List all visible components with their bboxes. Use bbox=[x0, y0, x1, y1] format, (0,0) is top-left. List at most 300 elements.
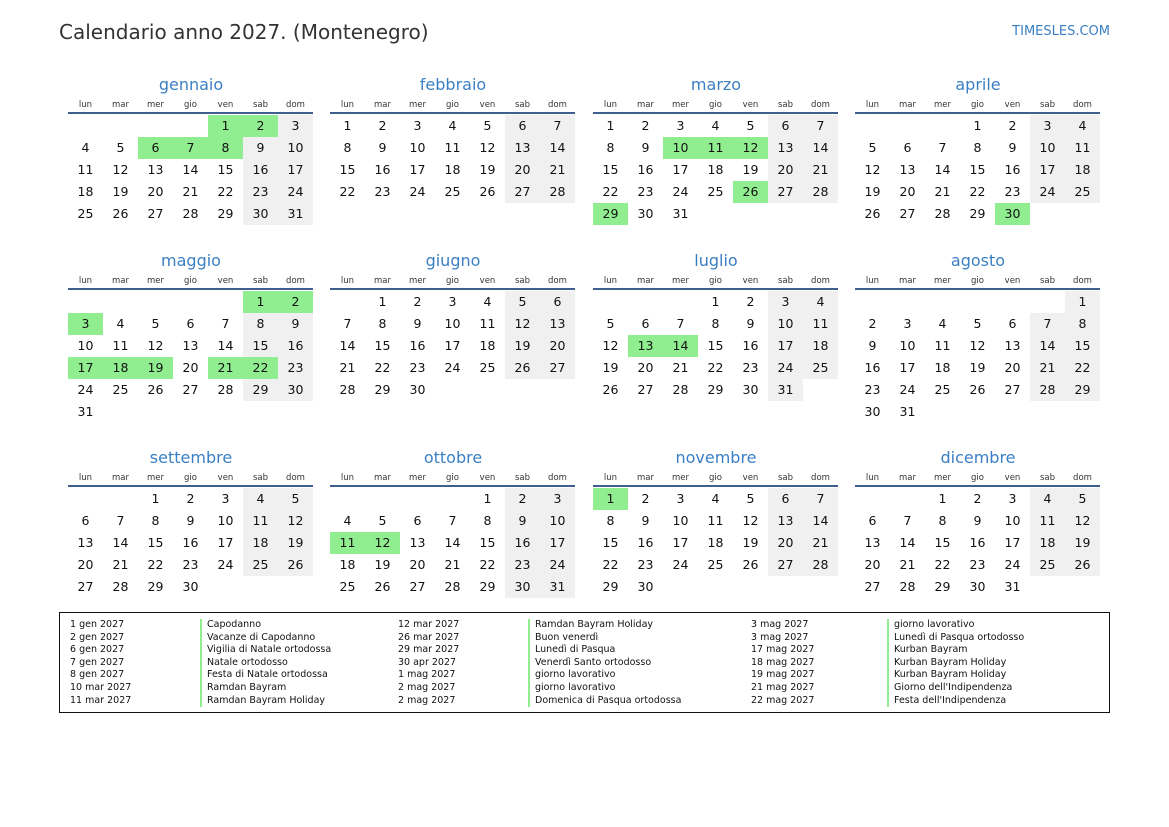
day-cell: 1 bbox=[938, 491, 947, 506]
day-cell: 10 bbox=[409, 140, 426, 155]
day-cell: 12 bbox=[1065, 510, 1100, 532]
day-cell: 28 bbox=[182, 206, 199, 221]
weekday-label: lun bbox=[78, 473, 93, 483]
day-cell: 8 bbox=[151, 513, 160, 528]
holiday-day-cell: 26 bbox=[733, 181, 768, 203]
day-cell: 20 bbox=[864, 557, 881, 572]
day-cell: 22 bbox=[602, 557, 619, 572]
legend-date: 26 mar 2027 bbox=[398, 631, 460, 643]
blank-cell bbox=[628, 291, 663, 313]
month-name: gennaio bbox=[158, 75, 224, 94]
day-cell: 12 bbox=[602, 338, 619, 353]
day-cell: 24 bbox=[1030, 181, 1065, 203]
day-cell: 14 bbox=[899, 535, 916, 550]
day-cell: 17 bbox=[768, 335, 803, 357]
weekday-label: lun bbox=[865, 473, 880, 483]
day-cell: 13 bbox=[1004, 338, 1021, 353]
legend-names-right bbox=[887, 619, 1024, 707]
day-cell: 27 bbox=[77, 579, 94, 594]
day-cell: 14 bbox=[803, 137, 838, 159]
day-cell: 13 bbox=[899, 162, 916, 177]
weekday-label: sab bbox=[252, 100, 269, 110]
day-grid bbox=[593, 291, 839, 401]
weekday-label: dom bbox=[548, 276, 567, 286]
day-cell: 28 bbox=[1030, 379, 1065, 401]
day-cell: 21 bbox=[934, 184, 951, 199]
day-cell: 12 bbox=[479, 140, 496, 155]
day-cell: 23 bbox=[182, 557, 199, 572]
day-cell: 29 bbox=[217, 206, 234, 221]
day-cell: 23 bbox=[409, 360, 426, 375]
day-grid bbox=[330, 115, 576, 203]
month-gennaio bbox=[68, 75, 314, 225]
day-cell: 7 bbox=[221, 316, 230, 331]
day-cell: 6 bbox=[413, 513, 422, 528]
day-cell: 26 bbox=[1065, 554, 1100, 576]
blank-cell bbox=[330, 488, 365, 510]
weekday-label: mar bbox=[637, 276, 654, 286]
day-cell: 7 bbox=[116, 513, 125, 528]
weekday-label: mar bbox=[374, 276, 391, 286]
blank-cell bbox=[330, 291, 365, 313]
legend-holiday-name: giorno lavorativo bbox=[535, 681, 616, 693]
site-link[interactable]: TIMESLES.COM bbox=[1012, 24, 1110, 39]
month-novembre bbox=[593, 448, 839, 598]
day-cell: 16 bbox=[864, 360, 881, 375]
weekday-label: mer bbox=[671, 473, 689, 483]
day-cell: 3 bbox=[540, 488, 575, 510]
day-cell: 6 bbox=[641, 316, 650, 331]
weekday-label: mar bbox=[637, 100, 654, 110]
weekday-header bbox=[330, 469, 575, 487]
day-cell: 17 bbox=[217, 535, 234, 550]
day-cell: 1 bbox=[973, 118, 982, 133]
day-cell: 18 bbox=[77, 184, 94, 199]
day-cell: 10 bbox=[278, 137, 313, 159]
weekday-label: lun bbox=[603, 473, 618, 483]
day-cell: 5 bbox=[868, 140, 877, 155]
day-cell: 30 bbox=[742, 382, 759, 397]
blank-cell bbox=[435, 488, 470, 510]
day-cell: 3 bbox=[768, 291, 803, 313]
weekday-label: lun bbox=[603, 100, 618, 110]
holiday-day-cell: 11 bbox=[698, 137, 733, 159]
day-cell: 24 bbox=[672, 184, 689, 199]
holiday-day-cell: 17 bbox=[68, 357, 103, 379]
legend-date: 29 mar 2027 bbox=[398, 644, 460, 656]
legend-holiday-name: Vigilia di Natale ortodossa bbox=[207, 644, 332, 656]
month-febbraio bbox=[330, 75, 576, 203]
blank-cell bbox=[663, 291, 698, 313]
day-cell: 25 bbox=[243, 554, 278, 576]
month-name: ottobre bbox=[423, 448, 483, 467]
day-cell: 20 bbox=[637, 360, 654, 375]
day-cell: 12 bbox=[112, 162, 129, 177]
weekday-label: sab bbox=[514, 276, 531, 286]
weekday-label: gio bbox=[446, 276, 459, 286]
day-cell: 5 bbox=[746, 491, 755, 506]
day-cell: 5 bbox=[973, 316, 982, 331]
weekday-label: gio bbox=[709, 100, 722, 110]
day-cell: 25 bbox=[707, 184, 724, 199]
legend-date: 19 mag 2027 bbox=[751, 669, 815, 681]
day-cell: 17 bbox=[278, 159, 313, 181]
day-cell: 24 bbox=[540, 554, 575, 576]
month-name: agosto bbox=[950, 251, 1006, 270]
day-cell: 21 bbox=[803, 159, 838, 181]
day-cell: 24 bbox=[217, 557, 234, 572]
weekday-label: sab bbox=[1039, 473, 1056, 483]
weekday-label: gio bbox=[446, 473, 459, 483]
day-cell: 27 bbox=[409, 579, 426, 594]
day-cell: 12 bbox=[147, 338, 164, 353]
day-cell: 25 bbox=[77, 206, 94, 221]
day-cell: 2 bbox=[641, 491, 650, 506]
day-cell: 18 bbox=[707, 162, 724, 177]
legend-dates-left bbox=[70, 619, 131, 707]
day-cell: 9 bbox=[278, 313, 313, 335]
day-cell: 23 bbox=[374, 184, 391, 199]
day-cell: 2 bbox=[378, 118, 387, 133]
day-cell: 30 bbox=[278, 379, 313, 401]
weekday-label: sab bbox=[1039, 100, 1056, 110]
legend-holiday-name: Capodanno bbox=[207, 619, 262, 630]
day-cell: 24 bbox=[1004, 557, 1021, 572]
weekday-label: mar bbox=[374, 100, 391, 110]
weekday-label: lun bbox=[865, 276, 880, 286]
day-cell: 21 bbox=[182, 184, 199, 199]
day-cell: 20 bbox=[899, 184, 916, 199]
weekday-label: sab bbox=[252, 276, 269, 286]
day-cell: 21 bbox=[444, 557, 461, 572]
day-cell: 29 bbox=[934, 579, 951, 594]
holiday-day-cell: 12 bbox=[733, 137, 768, 159]
blank-cell bbox=[138, 291, 173, 313]
weekday-label: gio bbox=[184, 473, 197, 483]
day-cell: 15 bbox=[374, 338, 391, 353]
legend-holiday-name: giorno lavorativo bbox=[535, 669, 616, 681]
day-cell: 5 bbox=[746, 118, 755, 133]
day-cell: 5 bbox=[606, 316, 615, 331]
weekday-label: dom bbox=[548, 473, 567, 483]
blank-cell bbox=[1030, 291, 1065, 313]
day-cell: 21 bbox=[339, 360, 356, 375]
day-grid bbox=[68, 488, 314, 598]
day-cell: 2 bbox=[641, 118, 650, 133]
day-cell: 28 bbox=[112, 579, 129, 594]
legend-date: 10 mar 2027 bbox=[70, 681, 132, 693]
legend-date: 21 mag 2027 bbox=[751, 681, 815, 693]
day-cell: 10 bbox=[217, 513, 234, 528]
day-cell: 14 bbox=[803, 510, 838, 532]
day-cell: 31 bbox=[540, 576, 575, 598]
day-cell: 11 bbox=[77, 162, 94, 177]
weekday-label: ven bbox=[217, 276, 234, 286]
day-cell: 26 bbox=[602, 382, 619, 397]
weekday-label: mer bbox=[146, 473, 164, 483]
legend-holiday-name: Natale ortodosso bbox=[207, 656, 288, 668]
holiday-day-cell: 6 bbox=[138, 137, 173, 159]
day-cell: 5 bbox=[483, 118, 492, 133]
day-cell: 3 bbox=[676, 491, 685, 506]
day-cell: 13 bbox=[77, 535, 94, 550]
day-cell: 30 bbox=[243, 203, 278, 225]
day-cell: 24 bbox=[899, 382, 916, 397]
day-cell: 14 bbox=[112, 535, 129, 550]
day-cell: 24 bbox=[278, 181, 313, 203]
day-cell: 18 bbox=[444, 162, 461, 177]
day-cell: 11 bbox=[112, 338, 129, 353]
day-cell: 18 bbox=[339, 557, 356, 572]
day-cell: 7 bbox=[1030, 313, 1065, 335]
weekday-label: mar bbox=[899, 276, 916, 286]
legend-date: 8 gen 2027 bbox=[70, 669, 125, 681]
weekday-label: ven bbox=[479, 276, 496, 286]
day-cell: 15 bbox=[707, 338, 724, 353]
blank-cell bbox=[995, 291, 1030, 313]
day-cell: 23 bbox=[1004, 184, 1021, 199]
day-cell: 12 bbox=[742, 513, 759, 528]
month-name: novembre bbox=[675, 448, 757, 467]
day-cell: 15 bbox=[479, 535, 496, 550]
day-cell: 24 bbox=[77, 382, 94, 397]
weekday-label: dom bbox=[811, 473, 830, 483]
legend-date: 1 mag 2027 bbox=[398, 669, 456, 681]
day-cell: 12 bbox=[969, 338, 986, 353]
day-cell: 18 bbox=[479, 338, 496, 353]
day-cell: 27 bbox=[637, 382, 654, 397]
day-cell: 12 bbox=[864, 162, 881, 177]
weekday-label: mar bbox=[112, 100, 129, 110]
month-dicembre bbox=[855, 448, 1101, 598]
weekday-label: gio bbox=[971, 473, 984, 483]
day-cell: 20 bbox=[768, 159, 803, 181]
day-cell: 29 bbox=[479, 579, 496, 594]
day-cell: 30 bbox=[637, 206, 654, 221]
legend-date: 2 mag 2027 bbox=[398, 694, 456, 706]
day-cell: 23 bbox=[742, 360, 759, 375]
day-cell: 9 bbox=[973, 513, 982, 528]
day-cell: 7 bbox=[903, 513, 912, 528]
day-cell: 26 bbox=[479, 184, 496, 199]
day-cell: 19 bbox=[742, 535, 759, 550]
day-cell: 2 bbox=[973, 491, 982, 506]
day-cell: 20 bbox=[768, 532, 803, 554]
day-cell: 27 bbox=[768, 181, 803, 203]
day-cell: 14 bbox=[217, 338, 234, 353]
weekday-label: ven bbox=[1004, 276, 1021, 286]
day-cell: 15 bbox=[602, 535, 619, 550]
legend-date: 30 apr 2027 bbox=[398, 656, 457, 668]
weekday-label: dom bbox=[811, 276, 830, 286]
weekday-label: sab bbox=[777, 473, 794, 483]
weekday-header bbox=[855, 96, 1100, 114]
day-cell: 10 bbox=[77, 338, 94, 353]
day-cell: 15 bbox=[934, 535, 951, 550]
blank-cell bbox=[68, 488, 103, 510]
day-cell: 1 bbox=[151, 491, 160, 506]
day-cell: 13 bbox=[182, 338, 199, 353]
day-cell: 18 bbox=[934, 360, 951, 375]
day-cell: 22 bbox=[969, 184, 986, 199]
day-cell: 29 bbox=[243, 379, 278, 401]
blank-cell bbox=[173, 115, 208, 137]
day-cell: 17 bbox=[899, 360, 916, 375]
day-cell: 19 bbox=[505, 335, 540, 357]
day-cell: 21 bbox=[1030, 357, 1065, 379]
day-cell: 5 bbox=[505, 291, 540, 313]
day-cell: 26 bbox=[505, 357, 540, 379]
day-cell: 17 bbox=[540, 532, 575, 554]
day-cell: 31 bbox=[278, 203, 313, 225]
day-cell: 17 bbox=[1004, 535, 1021, 550]
day-cell: 1 bbox=[711, 294, 720, 309]
day-cell: 26 bbox=[969, 382, 986, 397]
day-cell: 15 bbox=[969, 162, 986, 177]
day-cell: 21 bbox=[540, 159, 575, 181]
legend-holiday-name: Kurban Bayram Holiday bbox=[894, 669, 1007, 681]
day-cell: 12 bbox=[505, 313, 540, 335]
weekday-label: mer bbox=[933, 100, 951, 110]
weekday-header bbox=[593, 96, 838, 114]
day-cell: 28 bbox=[444, 579, 461, 594]
legend-date: 1 gen 2027 bbox=[70, 619, 125, 630]
holiday-day-cell: 14 bbox=[663, 335, 698, 357]
day-cell: 31 bbox=[768, 379, 803, 401]
day-cell: 7 bbox=[676, 316, 685, 331]
day-cell: 4 bbox=[803, 291, 838, 313]
day-cell: 1 bbox=[378, 294, 387, 309]
day-cell: 6 bbox=[505, 115, 540, 137]
day-cell: 1 bbox=[1065, 291, 1100, 313]
legend-date: 18 mag 2027 bbox=[751, 656, 815, 668]
day-cell: 11 bbox=[803, 313, 838, 335]
day-cell: 1 bbox=[483, 491, 492, 506]
weekday-label: lun bbox=[865, 100, 880, 110]
day-cell: 16 bbox=[374, 162, 391, 177]
legend-date: 12 mar 2027 bbox=[398, 619, 460, 630]
legend-date: 11 mar 2027 bbox=[70, 694, 132, 706]
day-cell: 4 bbox=[343, 513, 352, 528]
day-cell: 21 bbox=[672, 360, 689, 375]
weekday-label: ven bbox=[742, 100, 759, 110]
page-title: Calendario anno 2027. (Montenegro) bbox=[59, 20, 429, 44]
day-cell: 9 bbox=[243, 137, 278, 159]
day-cell: 27 bbox=[1004, 382, 1021, 397]
weekday-label: gio bbox=[446, 100, 459, 110]
day-cell: 8 bbox=[378, 316, 387, 331]
day-cell: 8 bbox=[606, 140, 615, 155]
holiday-legend bbox=[59, 612, 1110, 713]
day-cell: 18 bbox=[1065, 159, 1100, 181]
weekday-label: mer bbox=[408, 276, 426, 286]
legend-holiday-name: Festa di Natale ortodossa bbox=[207, 669, 328, 681]
day-cell: 30 bbox=[969, 579, 986, 594]
day-cell: 9 bbox=[641, 513, 650, 528]
day-cell: 4 bbox=[448, 118, 457, 133]
day-cell: 30 bbox=[864, 404, 881, 419]
day-cell: 4 bbox=[938, 316, 947, 331]
day-cell: 2 bbox=[413, 294, 422, 309]
day-cell: 14 bbox=[444, 535, 461, 550]
day-cell: 24 bbox=[768, 357, 803, 379]
holiday-day-cell: 21 bbox=[208, 357, 243, 379]
day-cell: 16 bbox=[182, 535, 199, 550]
month-name: aprile bbox=[955, 75, 1001, 94]
day-cell: 23 bbox=[243, 181, 278, 203]
day-cell: 4 bbox=[711, 118, 720, 133]
holiday-day-cell: 30 bbox=[995, 203, 1030, 225]
weekday-label: dom bbox=[286, 473, 305, 483]
day-cell: 28 bbox=[217, 382, 234, 397]
day-cell: 15 bbox=[217, 162, 234, 177]
legend-dates-middle bbox=[398, 619, 459, 707]
holiday-day-cell: 8 bbox=[208, 137, 243, 159]
day-grid bbox=[855, 291, 1101, 423]
blank-cell bbox=[890, 291, 925, 313]
day-cell: 7 bbox=[803, 488, 838, 510]
day-cell: 10 bbox=[444, 316, 461, 331]
day-cell: 25 bbox=[803, 357, 838, 379]
weekday-label: sab bbox=[777, 276, 794, 286]
day-cell: 28 bbox=[803, 554, 838, 576]
day-cell: 7 bbox=[803, 115, 838, 137]
weekday-label: ven bbox=[217, 473, 234, 483]
blank-cell bbox=[208, 291, 243, 313]
legend-holiday-name: Kurban Bayram Holiday bbox=[894, 656, 1007, 668]
day-cell: 22 bbox=[934, 557, 951, 572]
weekday-label: mer bbox=[671, 276, 689, 286]
day-cell: 30 bbox=[182, 579, 199, 594]
legend-holiday-name: Vacanze di Capodanno bbox=[207, 631, 316, 643]
weekday-label: lun bbox=[340, 276, 355, 286]
legend-dates-right bbox=[751, 619, 814, 707]
blank-cell bbox=[855, 291, 890, 313]
holiday-day-cell: 18 bbox=[103, 357, 138, 379]
weekday-label: mer bbox=[933, 473, 951, 483]
legend-date: 3 mag 2027 bbox=[751, 619, 809, 630]
weekday-label: ven bbox=[1004, 473, 1021, 483]
day-cell: 8 bbox=[243, 313, 278, 335]
weekday-label: dom bbox=[1073, 100, 1092, 110]
day-cell: 13 bbox=[147, 162, 164, 177]
legend-date: 2 gen 2027 bbox=[70, 631, 125, 643]
weekday-label: ven bbox=[742, 276, 759, 286]
day-cell: 20 bbox=[1004, 360, 1021, 375]
day-cell: 9 bbox=[1008, 140, 1017, 155]
day-cell: 3 bbox=[221, 491, 230, 506]
day-cell: 8 bbox=[973, 140, 982, 155]
month-agosto bbox=[855, 251, 1101, 423]
day-cell: 4 bbox=[1065, 115, 1100, 137]
day-cell: 16 bbox=[969, 535, 986, 550]
day-cell: 21 bbox=[803, 532, 838, 554]
day-cell: 17 bbox=[1030, 159, 1065, 181]
day-cell: 29 bbox=[602, 579, 619, 594]
day-cell: 25 bbox=[339, 579, 356, 594]
day-cell: 14 bbox=[182, 162, 199, 177]
day-cell: 28 bbox=[339, 382, 356, 397]
day-cell: 2 bbox=[505, 488, 540, 510]
day-cell: 17 bbox=[672, 162, 689, 177]
day-cell: 19 bbox=[479, 162, 496, 177]
day-cell: 8 bbox=[606, 513, 615, 528]
legend-holiday-name: Ramdan Bayram Holiday bbox=[207, 694, 326, 706]
day-cell: 20 bbox=[77, 557, 94, 572]
weekday-header bbox=[855, 469, 1100, 487]
day-cell: 24 bbox=[444, 360, 461, 375]
legend-date: 3 mag 2027 bbox=[751, 631, 809, 643]
